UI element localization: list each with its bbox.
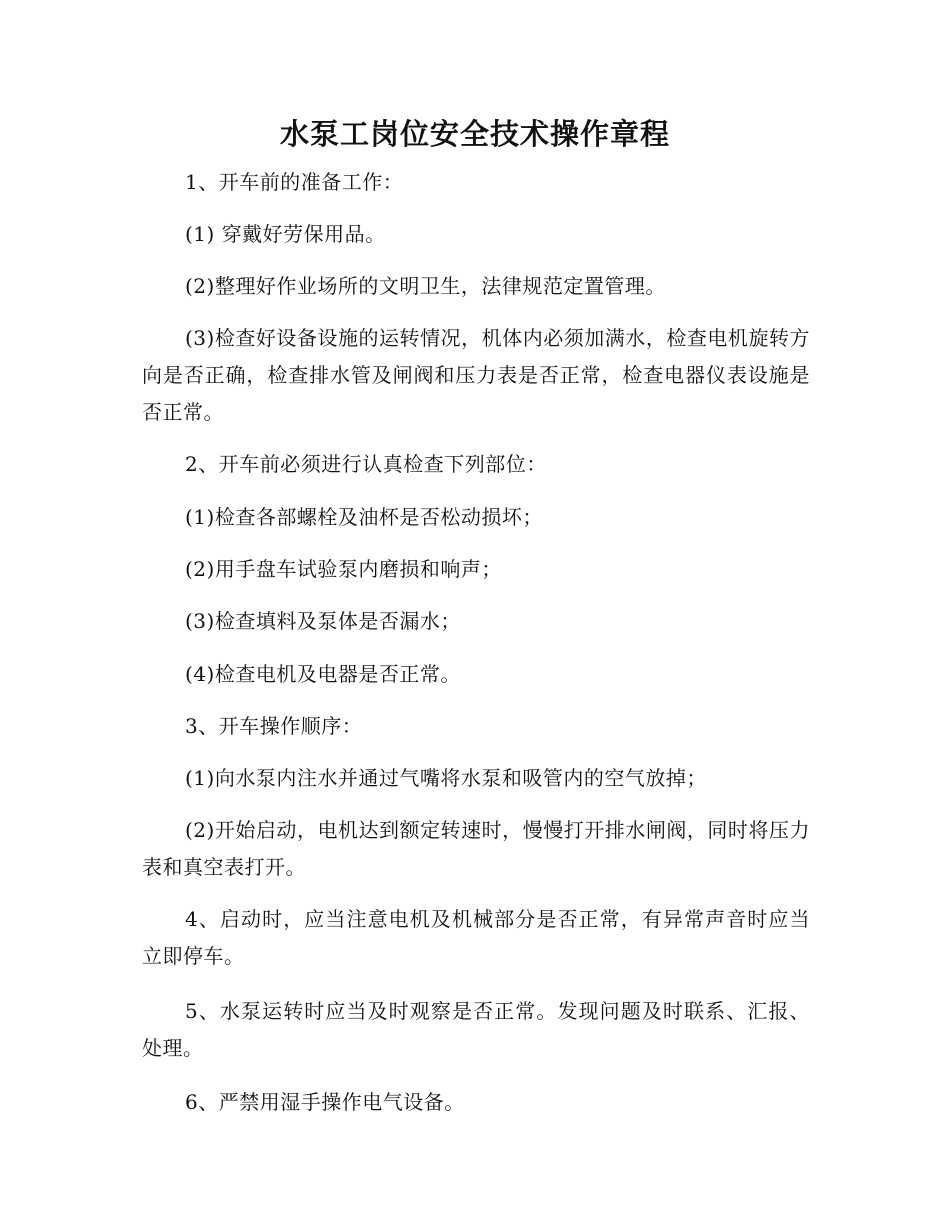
document-title: 水泵工岗位安全技术操作章程	[279, 117, 670, 151]
paragraph-10: 3、开车操作顺序：	[185, 714, 363, 738]
paragraph-4: (3)检查好设备设施的运转情况，机体内必须加满水，检查电机旋转方向是否正确，检查排水管及闸阀和压力表是否正常，检查电器仪表设施是否正常。	[142, 326, 810, 424]
paragraph-2: (1) 穿戴好劳保用品。	[185, 222, 386, 246]
paragraph-14: 5、水泵运转时应当及时观察是否正常。发现问题及时联系、汇报、处理。	[142, 999, 810, 1060]
paragraph-13: 4、启动时，应当注意电机及机械部分是否正常，有异常声音时应当立即停车。	[142, 907, 810, 968]
paragraph-3: (2)整理好作业场所的文明卫生，法律规范定置管理。	[185, 274, 666, 298]
paragraph-11: (1)向水泵内注水并通过气嘴将水泵和吸管内的空气放掉；	[185, 766, 707, 790]
paragraph-5: 2、开车前必须进行认真检查下列部位：	[185, 452, 547, 476]
paragraph-9: (4)检查电机及电器是否正常。	[185, 662, 461, 686]
paragraph-12: (2)开始启动，电机达到额定转速时，慢慢打开排水闸阀，同时将压力表和真空表打开。	[142, 818, 810, 879]
paragraph-1: 1、开车前的准备工作：	[185, 170, 404, 194]
paragraph-8: (3)检查填料及泵体是否漏水；	[185, 609, 461, 633]
paragraph-7: (2)用手盘车试验泵内磨损和响声；	[185, 557, 502, 581]
paragraph-6: (1)检查各部螺栓及油杯是否松动损坏；	[185, 505, 543, 529]
paragraph-15: 6、严禁用湿手操作电气设备。	[185, 1090, 465, 1114]
